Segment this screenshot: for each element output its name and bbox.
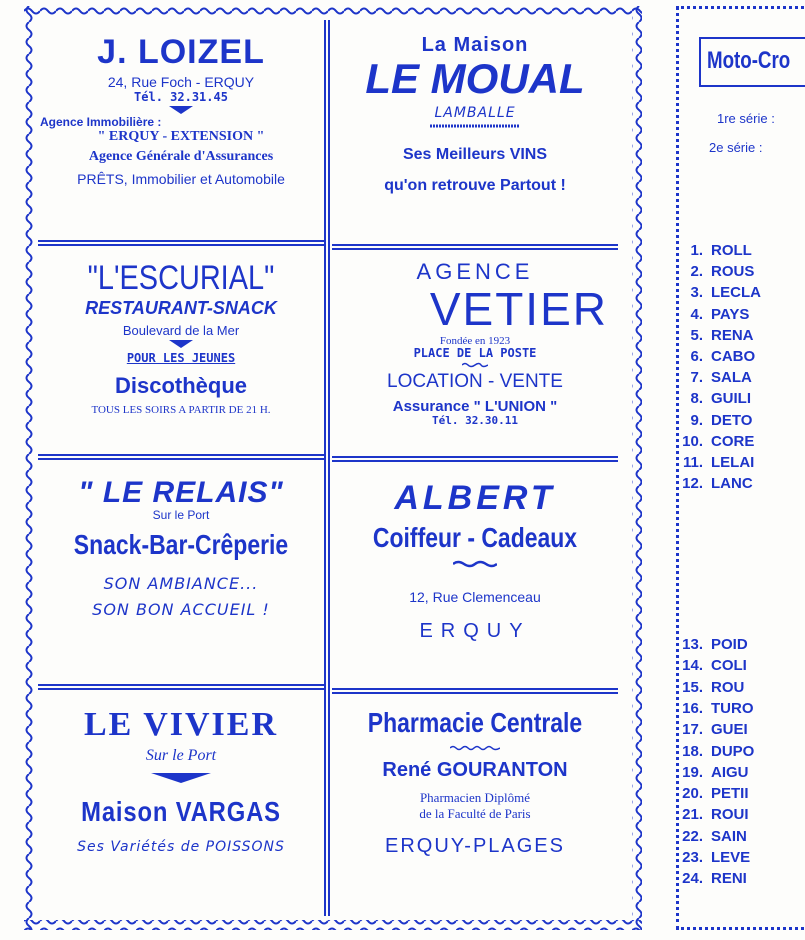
chevron-ornament-icon (169, 106, 193, 114)
rider-number: 22. (682, 827, 703, 845)
ads-column-right (330, 20, 620, 894)
rider-name: LELAI (711, 454, 755, 471)
ad-albert (330, 462, 620, 688)
rider-number: 2. (690, 263, 703, 281)
rider-row (673, 764, 749, 781)
rider-name: SALA (711, 369, 752, 387)
serie-1-label: 1re série : (717, 111, 775, 126)
loizel-address: 24, Rue Foch - ERQUY (107, 74, 255, 91)
albert-address: 12, Rue Clemenceau (409, 589, 541, 606)
rider-name: CABO (711, 348, 756, 365)
ad-vetier (330, 250, 620, 456)
rider-number: 12. (682, 475, 703, 493)
rider-row (673, 636, 748, 653)
rider-name: DETO (711, 411, 753, 429)
ad-vivier (36, 690, 326, 890)
vetier-tel: Tél. 32.30.11 (431, 414, 519, 428)
advertising-page (24, 6, 642, 930)
rider-row (673, 412, 752, 429)
rider-name: GUEI (711, 721, 748, 739)
pharmacie-name: Pharmacie Centrale (367, 707, 583, 738)
rider-name: RENA (711, 326, 754, 344)
escurial-address: Boulevard de la Mer (122, 323, 240, 339)
relais-line1: SON AMBIANCE... (103, 573, 259, 593)
wave-ornament-icon (462, 362, 488, 368)
race-title: Moto-Cro (707, 47, 791, 74)
rider-number: 24. (682, 870, 703, 888)
rider-name: ROU (711, 678, 745, 696)
pharmacie-town: ERQUY-PLAGES (385, 835, 565, 858)
rider-number: 10. (682, 432, 703, 450)
rider-number: 20. (682, 785, 703, 803)
ad-le-moual (330, 20, 620, 244)
ads-column-left (36, 20, 326, 890)
rider-number: 8. (690, 390, 703, 408)
rider-row (673, 475, 753, 492)
rider-number: 11. (682, 454, 703, 471)
rider-name: ROUI (711, 806, 749, 824)
rider-row (673, 284, 761, 301)
rider-row (673, 870, 747, 887)
rider-number: 1. (690, 242, 703, 259)
wave-ornament-icon (453, 560, 497, 568)
rider-name: LEVE (711, 849, 751, 866)
moual-name: LE MOUAL (365, 55, 585, 102)
pharmacie-diploma2: de la Faculté de Paris (419, 806, 531, 822)
vetier-agence: AGENCE (416, 259, 534, 284)
rider-name: LECLA (711, 284, 761, 302)
rider-row (673, 657, 747, 674)
ad-pharmacie (330, 694, 620, 894)
moual-town: LAMBALLE (434, 105, 516, 122)
ad-escurial (36, 246, 326, 454)
rider-name: LANC (711, 475, 753, 493)
moual-line1: La Maison (421, 34, 529, 56)
rider-row (673, 806, 749, 823)
rider-name: ROLL (711, 242, 752, 259)
rider-name: GUILI (711, 390, 751, 408)
vetier-insurance: Assurance " L'UNION " (392, 397, 558, 415)
vivier-maison: Maison VARGAS (81, 795, 281, 827)
rider-number: 6. (690, 348, 703, 365)
rider-name: POID (711, 636, 748, 653)
pharmacie-owner: René GOURANTON (382, 758, 568, 781)
rider-number: 15. (682, 678, 703, 696)
relais-type: Snack-Bar-Crêperie (73, 529, 289, 561)
albert-type: Coiffeur - Cadeaux (372, 522, 578, 554)
rider-name: RENI (711, 870, 747, 888)
rider-row (673, 700, 754, 717)
rider-row (673, 743, 754, 760)
escurial-type: RESTAURANT-SNACK (85, 298, 277, 319)
race-program-page (676, 6, 805, 930)
albert-town: ERQUY (419, 619, 531, 642)
rider-row (673, 348, 755, 365)
rider-row (673, 390, 751, 407)
rider-number: 17. (682, 721, 703, 739)
rider-name: PETII (711, 785, 749, 803)
rider-number: 23. (682, 849, 703, 866)
rider-number: 7. (690, 369, 703, 387)
loizel-name: J. LOIZEL (97, 33, 265, 71)
vetier-name: VETIER (429, 283, 608, 336)
loizel-insurance: Agence Générale d'Assurances (88, 148, 274, 164)
rider-number: 9. (690, 411, 703, 429)
rider-name: COLI (711, 657, 747, 675)
rider-row (673, 828, 747, 845)
relais-line2: SON BON ACCUEIL ! (92, 599, 270, 619)
rider-number: 5. (690, 326, 703, 344)
rider-row (673, 849, 750, 866)
loizel-loans: PRÊTS, Immobilier et Automobile (77, 170, 285, 187)
relais-name: " LE RELAIS" (78, 476, 284, 509)
rider-row (673, 242, 752, 259)
escurial-youth: POUR LES JEUNES (126, 351, 236, 366)
rider-number: 16. (682, 699, 703, 717)
vivier-slogan: Ses Variétés de POISSONS (77, 838, 285, 855)
rider-name: AIGU (711, 763, 749, 781)
rider-number: 3. (690, 284, 703, 302)
escurial-disco: Discothèque (114, 372, 248, 398)
escurial-name: "L'ESCURIAL" (87, 259, 275, 297)
rider-name: TURO (711, 699, 754, 717)
loizel-tel: Tél. 32.31.45 (134, 89, 228, 104)
rider-row (673, 306, 749, 323)
relais-where: Sur le Port (152, 508, 210, 522)
chevron-ornament-icon (169, 340, 193, 348)
albert-name: ALBERT (394, 479, 556, 517)
chevron-ornament-icon (151, 773, 211, 783)
vivier-name: LE VIVIER (83, 706, 279, 743)
loizel-agency-name: " ERQUY - EXTENSION " (97, 129, 265, 145)
rider-name: CORE (711, 432, 755, 450)
serie-2-label: 2e série : (709, 140, 763, 155)
rider-name: DUPO (711, 742, 755, 760)
escurial-hours: TOUS LES SOIRS A PARTIR DE 21 H. (91, 403, 271, 416)
rider-row (673, 454, 754, 471)
rider-name: PAYS (711, 305, 750, 323)
vetier-place: PLACE DE LA POSTE (413, 345, 537, 360)
rider-row (673, 433, 754, 450)
rider-number: 4. (690, 305, 703, 323)
vetier-founded: Fondée en 1923 (439, 334, 511, 347)
vetier-location: LOCATION - VENTE (387, 371, 563, 393)
rider-row (673, 721, 748, 738)
rider-number: 19. (682, 763, 703, 781)
rider-row (673, 679, 744, 696)
rider-name: ROUS (711, 263, 755, 281)
ad-relais (36, 460, 326, 684)
rider-number: 14. (682, 657, 703, 675)
loizel-agency-label: Agence Immobilière : (40, 114, 162, 129)
rider-row (673, 327, 754, 344)
rider-number: 13. (682, 636, 703, 653)
ad-loizel (36, 20, 326, 240)
rider-number: 21. (682, 806, 703, 824)
rider-row (673, 369, 752, 386)
pharmacie-diploma1: Pharmacien Diplômé (419, 789, 531, 805)
dotted-rule (430, 124, 520, 128)
vivier-where: Sur le Port (145, 747, 217, 765)
moual-everywhere: qu'on retrouve Partout ! (384, 177, 566, 195)
moual-wines: Ses Meilleurs VINS (402, 145, 548, 163)
rider-name: SAIN (711, 827, 747, 845)
rider-number: 18. (682, 742, 703, 760)
wave-ornament-icon (450, 745, 500, 751)
rider-row (673, 263, 754, 280)
rider-row (673, 785, 749, 802)
